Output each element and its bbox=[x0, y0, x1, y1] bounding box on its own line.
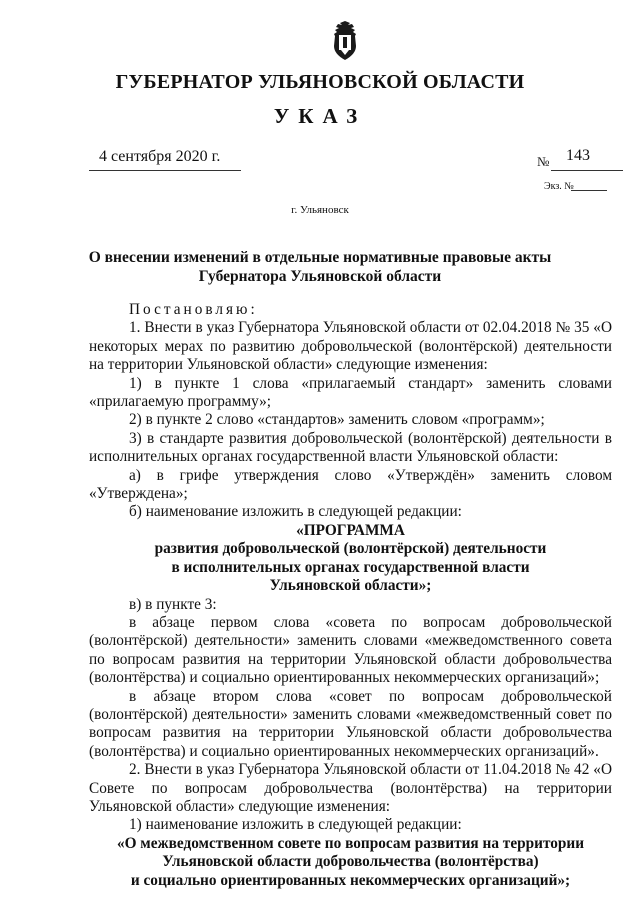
date-underline bbox=[89, 170, 241, 171]
paragraph: в абзаце первом слова «совета по вопросам добровольческой (волонтёрской) деятельности» заменить словами «межведомственного совета по вопросам развития на территории Ульяновской области добровольчества (волонтёрства) и социально ориентированных некоммерческих организаций»; bbox=[89, 613, 612, 687]
governor-title: ГУБЕРНАТОР УЛЬЯНОВСКОЙ ОБЛАСТИ bbox=[115, 71, 525, 93]
number-underline bbox=[551, 170, 623, 171]
program-title-line: в исполнительных органах государственной власти bbox=[171, 558, 530, 576]
document-number: 143 bbox=[566, 147, 590, 164]
council-title-line: и социально ориентированных некоммерческих организаций»; bbox=[130, 871, 571, 889]
copy-number-underline bbox=[571, 190, 607, 191]
heading-line: О внесении изменений в отдельные нормативные правовые акты bbox=[88, 249, 552, 266]
document-date: 4 сентября 2020 г. bbox=[99, 148, 221, 165]
program-title-line: «ПРОГРАММА bbox=[296, 521, 405, 539]
program-title-line: Ульяновской области»; bbox=[269, 577, 432, 595]
program-title-line: развития добровольческой (волонтёрской) деятельности bbox=[154, 540, 547, 558]
document-body bbox=[89, 301, 612, 890]
paragraph: в абзаце втором слова «совет по вопросам добровольческой (волонтёрской) деятельности» заменить словами «межведомственный совет по вопросам развития на территории Ульяновской области добровольчества (волонтёрства) и социально ориентированных некоммерческих организаций». bbox=[89, 687, 612, 760]
heading-line: Губернатора Ульяновской области bbox=[198, 268, 442, 285]
paragraph: 1. Внести в указ Губернатора Ульяновской области от 02.04.2018 № 35 «О некоторых мерах по развитию добровольческой (волонтёрской) деятельности на территории Ульяновской области» следующие изменения: bbox=[89, 319, 612, 374]
paragraph: 2. Внести в указ Губернатора Ульяновской области от 11.04.2018 № 42 «О Совете по вопросам добровольчества (волонтёрства) на территории Ульяновской области» следующие изменения: bbox=[89, 761, 612, 815]
paragraph: 1) в пункте 1 слова «прилагаемый стандарт» заменить словами «прилагаемую программу»; bbox=[89, 374, 612, 411]
number-label: № bbox=[537, 154, 550, 169]
council-title-line: Ульяновской области добровольчества (волонтёрства) bbox=[162, 853, 539, 871]
paragraph: а) в грифе утверждения слово «Утверждён» заменить словом «Утверждена»; bbox=[89, 466, 612, 503]
paragraph: 2) в пункте 2 слово «стандартов» заменить словом «программ»; bbox=[129, 411, 545, 429]
paragraph: б) наименование изложить в следующей редакции: bbox=[129, 503, 462, 521]
document-city: г. Ульяновск bbox=[291, 204, 349, 216]
document-heading bbox=[70, 248, 570, 286]
coat-of-arms-icon bbox=[331, 20, 359, 62]
copy-number-label: Экз. № bbox=[544, 181, 574, 192]
paragraph: 1) наименование изложить в следующей редакции: bbox=[129, 816, 462, 834]
council-title-line: «О межведомственном совете по вопросам развития на территории bbox=[116, 834, 585, 852]
paragraph: 3) в стандарте развития добровольческой (волонтёрской) деятельности в исполнительных органах государственной власти Ульяновской области: bbox=[89, 429, 612, 466]
paragraph: в) в пункте 3: bbox=[129, 595, 217, 613]
document-type: УКАЗ bbox=[273, 104, 367, 128]
intro-paragraph: Постановляю: bbox=[129, 301, 258, 318]
